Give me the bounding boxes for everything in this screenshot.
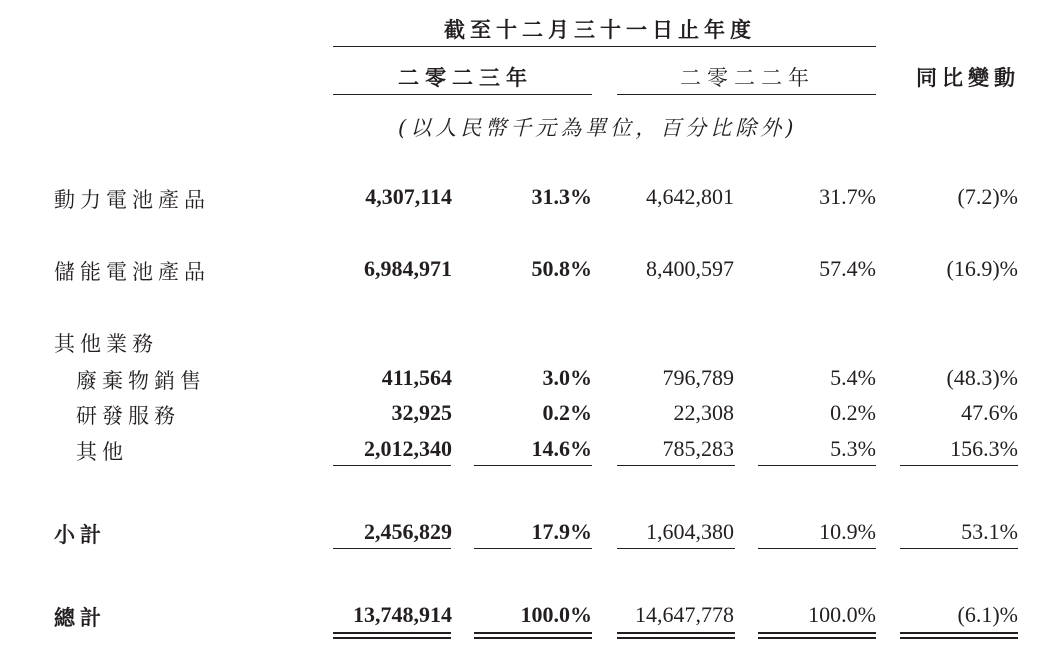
value-2022: 22,308: [673, 400, 734, 425]
subtotal-rule: [333, 548, 451, 549]
unit-note: (以人民幣千元為單位，百分比除外): [398, 116, 798, 140]
subtotal-rule: [617, 465, 735, 466]
percent-2022: 31.7%: [819, 184, 876, 209]
value-2022: 785,283: [662, 436, 734, 461]
subtotal-rule: [474, 548, 592, 549]
year-2023-header: 二零二三年: [398, 65, 533, 90]
row-label: 動力電池產品: [54, 188, 210, 212]
subtotal-rule: [617, 548, 735, 549]
yoy-change: 53.1%: [961, 519, 1018, 544]
percent-2022: 10.9%: [819, 519, 876, 544]
value-2022: 14,647,778: [635, 602, 734, 627]
yoy-change: 156.3%: [950, 436, 1018, 461]
percent-2022: 100.0%: [808, 602, 876, 627]
subtotal-rule: [758, 465, 876, 466]
subtotal-rule: [333, 465, 451, 466]
percent-2023: 50.8%: [531, 256, 592, 281]
value-2022: 8,400,597: [646, 256, 734, 281]
percent-2022: 57.4%: [819, 256, 876, 281]
value-2023: 6,984,971: [364, 256, 452, 281]
year-2022-header: 二零二二年: [680, 66, 815, 90]
yoy-change: 47.6%: [961, 400, 1018, 425]
value-2023: 411,564: [381, 365, 452, 390]
percent-2023: 31.3%: [531, 184, 592, 209]
value-2023: 2,012,340: [364, 436, 452, 461]
row-label: 儲能電池產品: [54, 260, 210, 284]
row-label: 小計: [54, 522, 106, 547]
yoy-header: 同比變動: [916, 65, 1020, 90]
period-header: 截至十二月三十一日止年度: [444, 17, 756, 42]
row-label: 總計: [54, 605, 106, 630]
total-double-rule: [333, 632, 451, 639]
subtotal-rule: [900, 548, 1018, 549]
yoy-change: (16.9)%: [946, 256, 1018, 281]
value-2023: 32,925: [391, 400, 452, 425]
percent-2022: 5.3%: [830, 436, 876, 461]
value-2023: 4,307,114: [365, 184, 452, 209]
percent-2023: 0.2%: [542, 400, 592, 425]
year-2022-underline: [617, 94, 876, 95]
group-label-other-business: 其他業務: [54, 332, 158, 356]
row-label: 廢棄物銷售: [76, 369, 206, 393]
yoy-change: (48.3)%: [946, 365, 1018, 390]
value-2023: 13,748,914: [353, 602, 452, 627]
yoy-change: (7.2)%: [957, 184, 1018, 209]
row-label: 研發服務: [76, 404, 180, 428]
percent-2022: 5.4%: [830, 365, 876, 390]
subtotal-rule: [900, 465, 1018, 466]
subtotal-rule: [758, 548, 876, 549]
row-label: 其他: [76, 440, 128, 464]
value-2022: 4,642,801: [646, 184, 734, 209]
year-2023-underline: [333, 94, 592, 95]
percent-2023: 3.0%: [542, 365, 592, 390]
total-double-rule: [900, 632, 1018, 639]
period-underline: [333, 46, 876, 47]
percent-2022: 0.2%: [830, 400, 876, 425]
percent-2023: 14.6%: [531, 436, 592, 461]
total-double-rule: [617, 632, 735, 639]
total-double-rule: [474, 632, 592, 639]
value-2023: 2,456,829: [364, 519, 452, 544]
value-2022: 1,604,380: [646, 519, 734, 544]
value-2022: 796,789: [662, 365, 734, 390]
percent-2023: 100.0%: [520, 602, 592, 627]
yoy-change: (6.1)%: [957, 602, 1018, 627]
percent-2023: 17.9%: [531, 519, 592, 544]
total-double-rule: [758, 632, 876, 639]
subtotal-rule: [474, 465, 592, 466]
